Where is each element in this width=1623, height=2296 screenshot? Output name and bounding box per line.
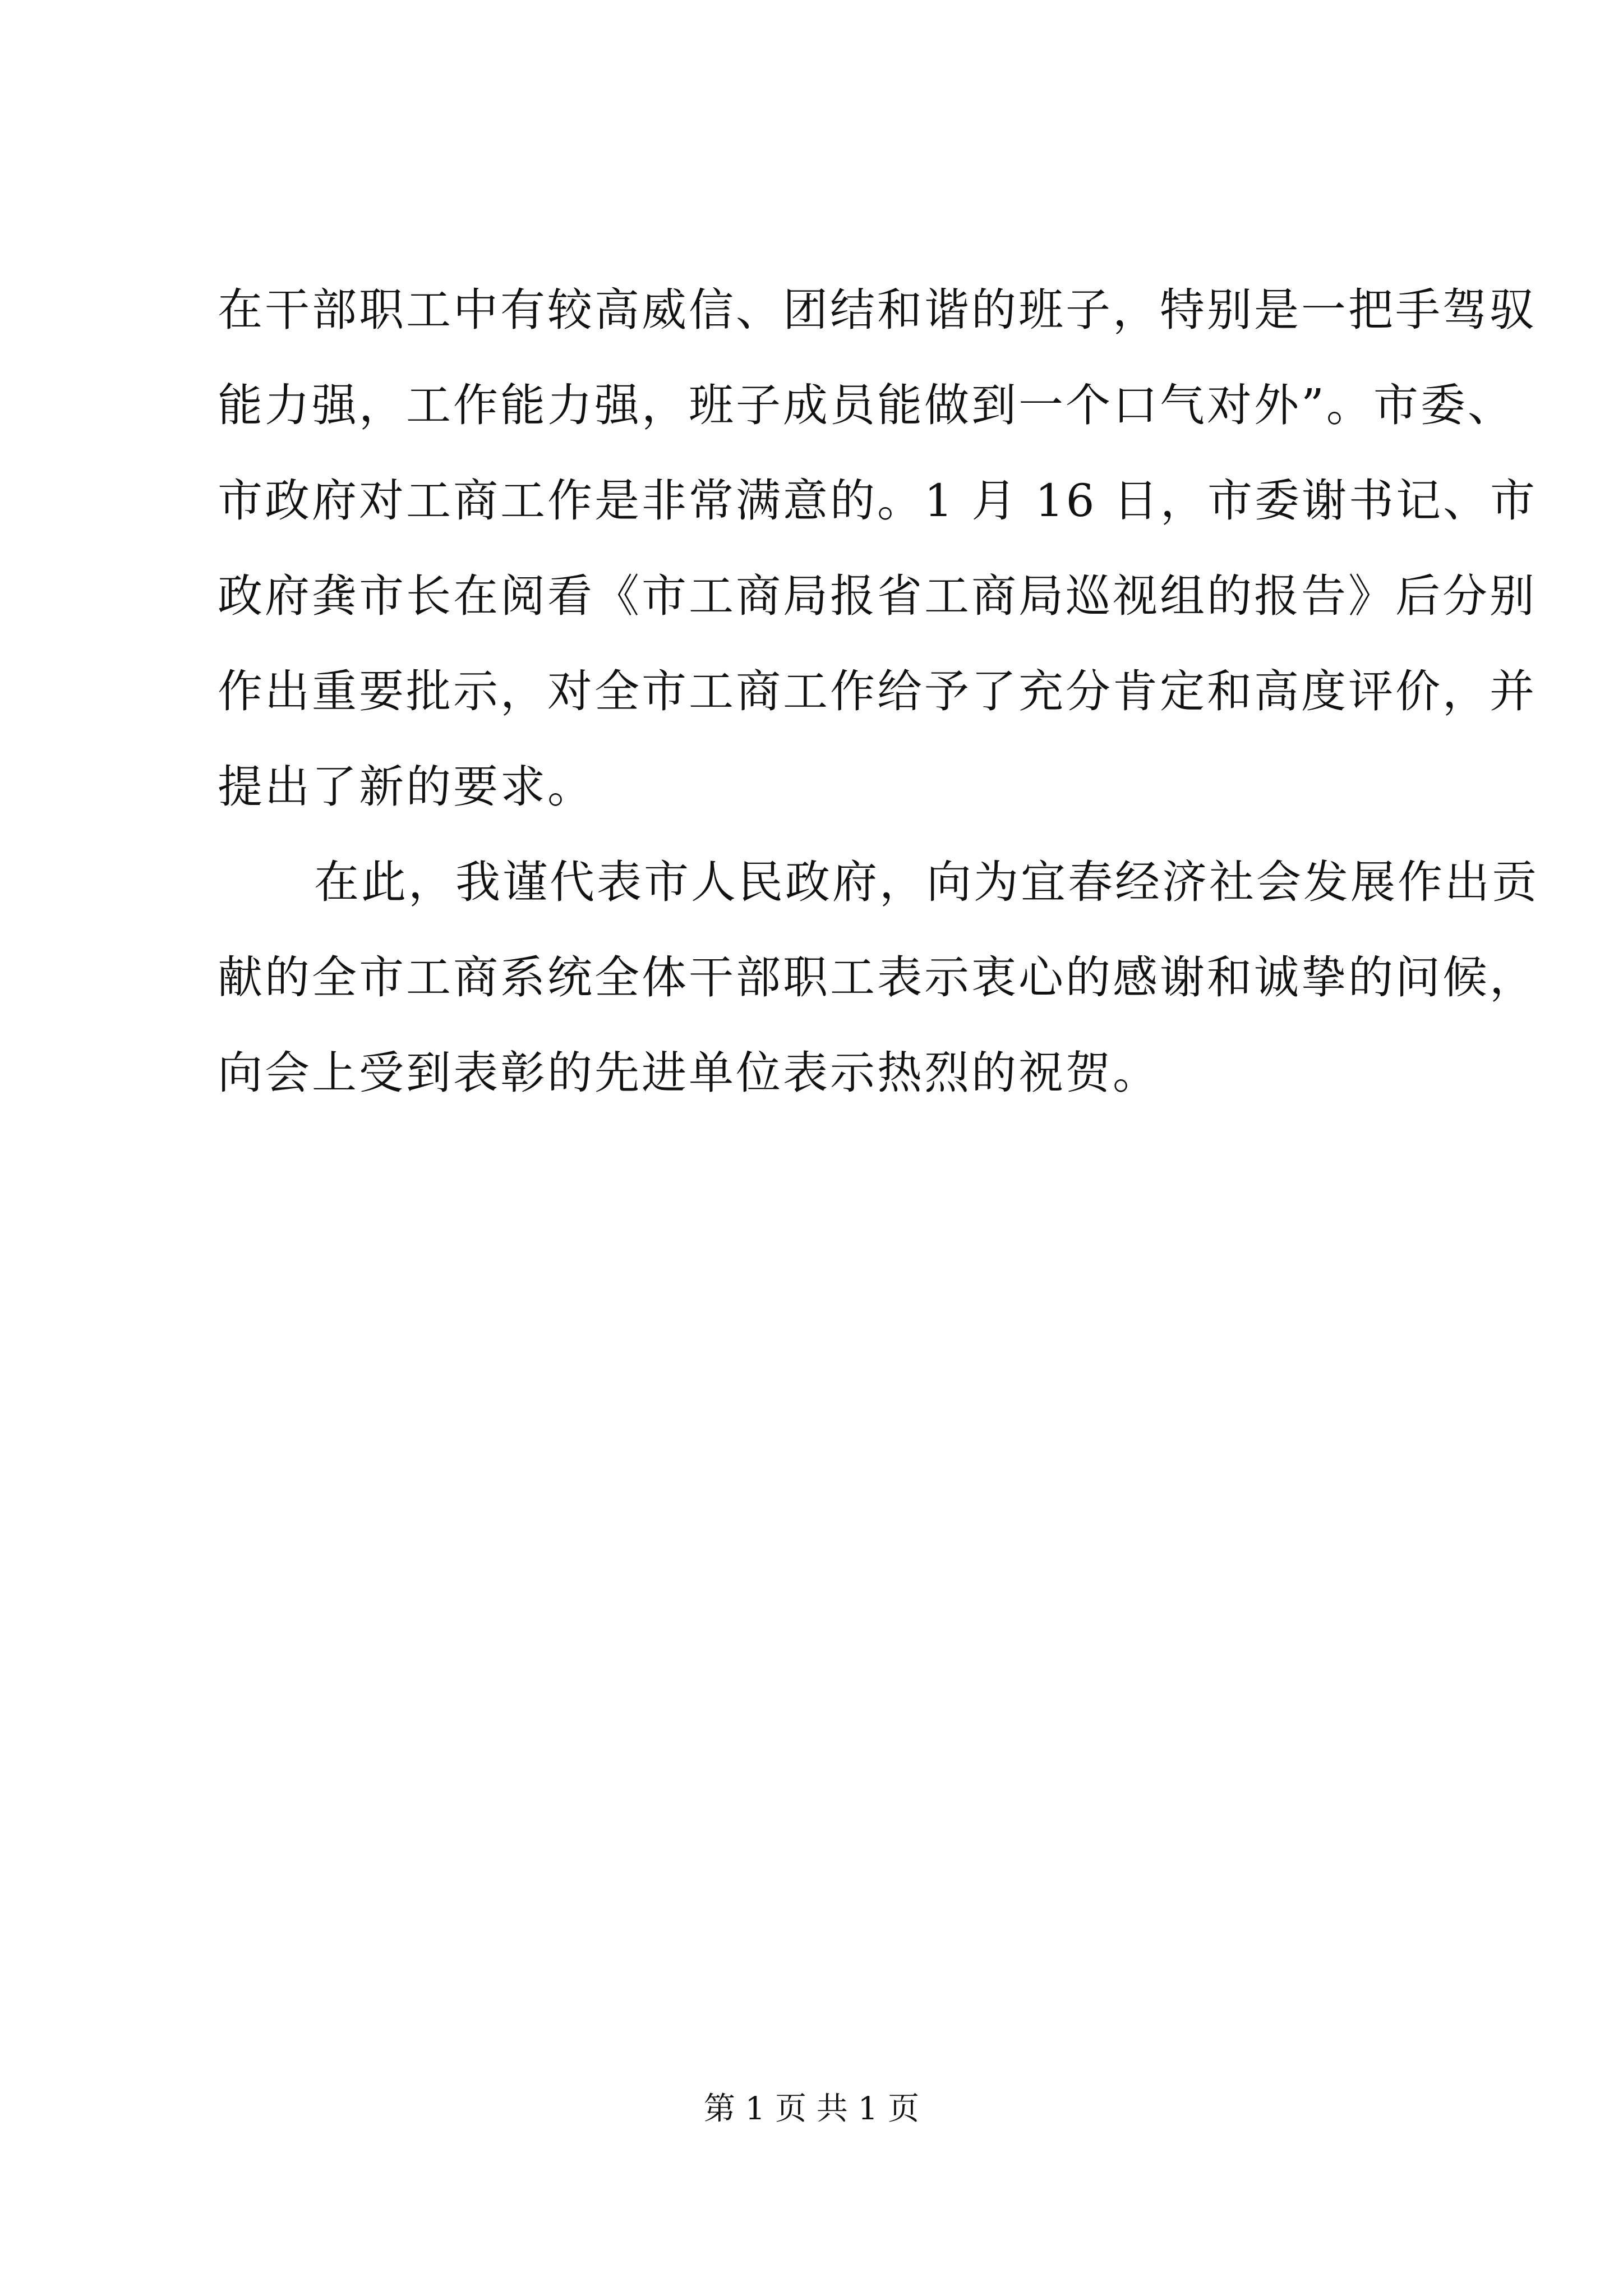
text-line: 献的全市工商系统全体干部职工表示衷心的感谢和诚挚的问候， — [218, 951, 1537, 1004]
text-line: 在此，我谨代表市人民政府，向为宜春经济社会发展作出贡 — [314, 856, 1539, 908]
text-line: 政府龚市长在阅看《市工商局报省工商局巡视组的报告》后分别 — [218, 570, 1537, 622]
document-body — [218, 263, 1539, 1121]
text-line: 在干部职工中有较高威信、团结和谐的班子，特别是一把手驾驭 — [218, 284, 1537, 336]
text-line: 提出了新的要求。 — [218, 761, 594, 813]
text-line: 市政府对工商工作是非常满意的。1 月 16 日，市委谢书记、市 — [218, 475, 1537, 527]
page-number: 第 1 页 共 1 页 — [703, 2091, 920, 2127]
page-footer — [0, 2087, 1623, 2132]
paragraph-1 — [218, 263, 1537, 835]
text-line: 向会上受到表彰的先进单位表示热烈的祝贺。 — [218, 1047, 1160, 1099]
text-line: 能力强，工作能力强，班子成员能做到一个口气对外”。市委、 — [218, 379, 1515, 431]
text-line: 作出重要批示，对全市工商工作给予了充分肯定和高度评价，并 — [218, 665, 1537, 717]
paragraph-2 — [218, 835, 1539, 1121]
